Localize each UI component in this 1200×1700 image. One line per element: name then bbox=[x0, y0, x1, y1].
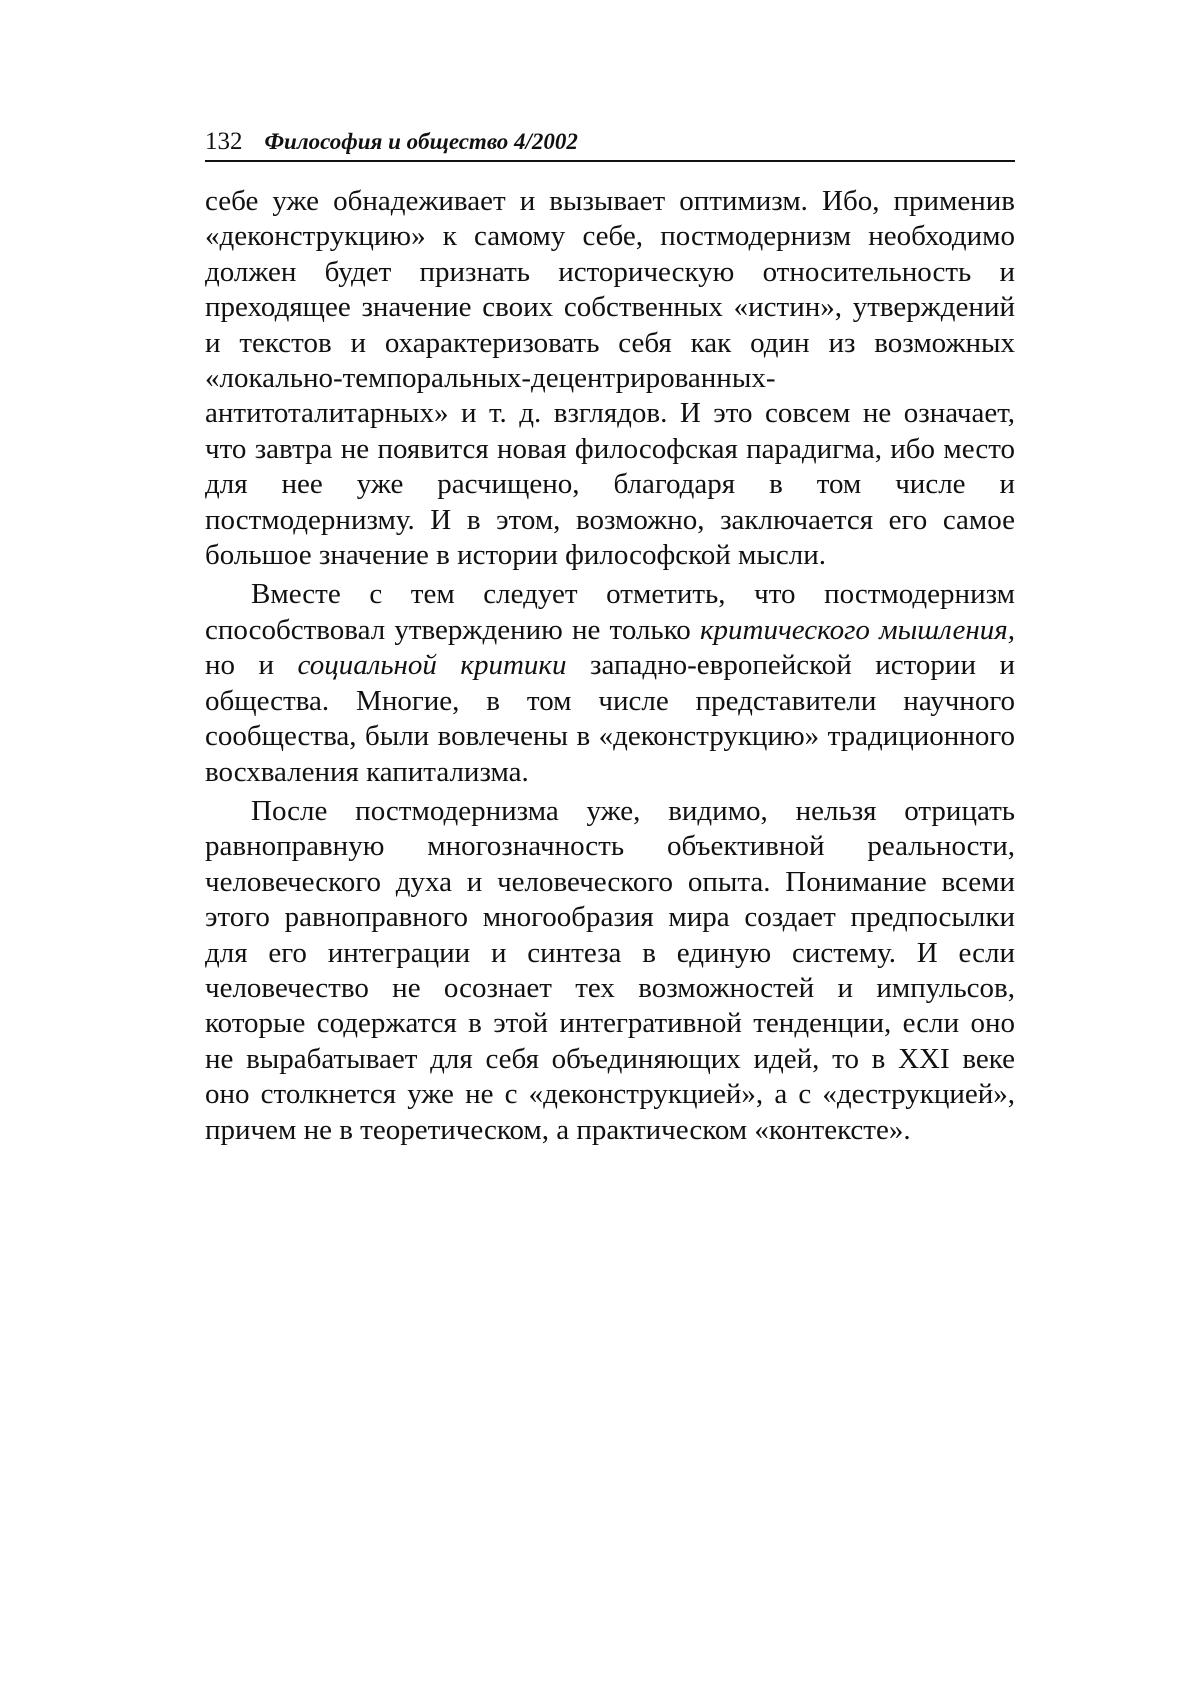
page-number: 132 bbox=[205, 128, 243, 155]
running-head bbox=[205, 128, 1015, 162]
paragraph-3 bbox=[205, 794, 1015, 1148]
paragraph-2-text-1: Вместе с тем следует отметить, что постмодернизм способствовал утверждению не только bbox=[205, 578, 1015, 646]
paragraph-3-text: После постмодернизма уже, видимо, нельзя отрицать равноправную многозначность объективной реальности, человеческого духа и человеческого опыта. Понимание всеми этого равноправного многообразия мира создает предпосылки для его интеграции и синтеза в единую систему. И если человечество не осознает тех возможностей и импульсов, которые содержатся в этой интегративной тенденции, если оно не вырабатывает для себя объединяющих идей, то в XXI веке оно столкнется уже не с «деконструкцией», а с «деструкцией», причем не в теоретическом, а практическом «контексте». bbox=[205, 794, 1015, 1146]
journal-title: Философия и общество 4/2002 bbox=[264, 129, 578, 154]
paragraph-2-text-3: западно-европейской истории и общества. Многие, в том числе представители научного сообщества, были вовлечены в «деконструкцию» традиционного восхваления капитализма. bbox=[205, 649, 1015, 788]
paragraph-2 bbox=[205, 577, 1015, 789]
paragraph-1-text: себе уже обнадеживает и вызывает оптимизм. Ибо, применив «деконструкцию» к самому себе, постмодернизм необходимо должен будет признать историческую относительность и преходящее значение своих собственных «истин», утверждений и текстов и охарактеризовать себя как один из возможных «локально-темпоральных-децентрированных-антитоталитарных» и т. д. взглядов. И это совсем не означает, что завтра не появится новая философская парадигма, ибо место для нее уже расчищено, благодаря в том числе и постмодернизму. И в этом, возможно, заключается его самое большое значение в истории философской мысли. bbox=[205, 185, 1015, 572]
body-text bbox=[205, 184, 1015, 1148]
page bbox=[205, 128, 1015, 1148]
paragraph-1 bbox=[205, 184, 1015, 573]
emphasis-social-critique: социальной критики bbox=[297, 649, 567, 682]
paragraph-2-text-2: но и bbox=[205, 649, 298, 682]
emphasis-critical-thinking: критического мышления, bbox=[699, 613, 1015, 646]
